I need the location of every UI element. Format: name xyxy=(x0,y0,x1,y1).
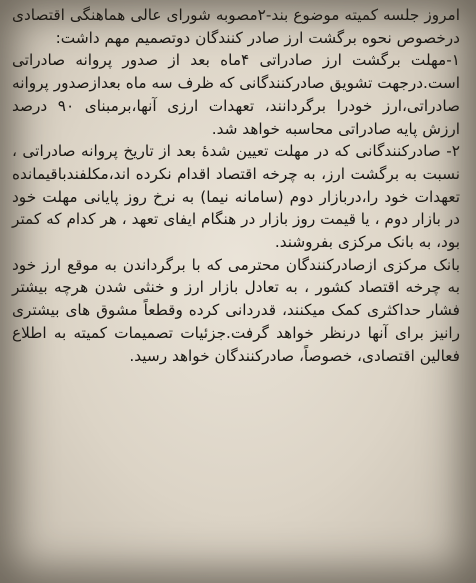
document-body xyxy=(12,4,460,367)
decision-one-paragraph: ۱-مهلت برگشت ارز صادراتی ۴ماه بعد از صدور پروانه صادراتی است.درجهت تشویق صادرکنندگانی که ظرف سه ماه بعدازصدور پروانه صادراتی،ارز خودرا برگردانند، تعهدات ارزی آنها،برمبنای ۹۰ درصد ارزش پایه صادراتی محاسبه خواهد شد. xyxy=(12,51,460,138)
intro-paragraph: امروز جلسه کمیته موضوع بند-۲مصوبه شورای عالی هماهنگی اقتصادی درخصوص نحوه برگشت ارز صادر کنندگان دوتصمیم مهم داشت: xyxy=(12,6,460,47)
closing-paragraph: بانک مرکزی ازصادرکنندگان محترمی که با برگرداندن به موقع ارز خود به چرخه اقتصاد کشور ، به تعادل بازار ارز و خنثی شدن هرچه بیشتر فشار حداکثری کمک میکنند، قدردانی کرده وقطعاً مشوق های بیشتری رانیز برای آنها درنظر خواهد گرفت.جزئیات تصمیمات کمیته به اطلاع فعالین اقتصادی، خصوصاً، صادرکنندگان خواهد رسید. xyxy=(12,255,460,365)
decision-two-paragraph: ۲- صادرکنندگانی که در مهلت تعیین شدهٔ بعد از تاریخ پروانه صادراتی ، نسبت به برگشت ارز، به چرخه اقتصاد اقدام نکرده اند،مکلفندباقیمانده تعهدات خود را،دربازار دوم (سامانه نیما) به نرخ روز پایانی مهلت خود در بازار دوم ، یا قیمت روز بازار در هنگام ایفای تعهد ، هر کدام که کمتر بود، به بانک مرکزی بفروشند. xyxy=(12,142,460,252)
